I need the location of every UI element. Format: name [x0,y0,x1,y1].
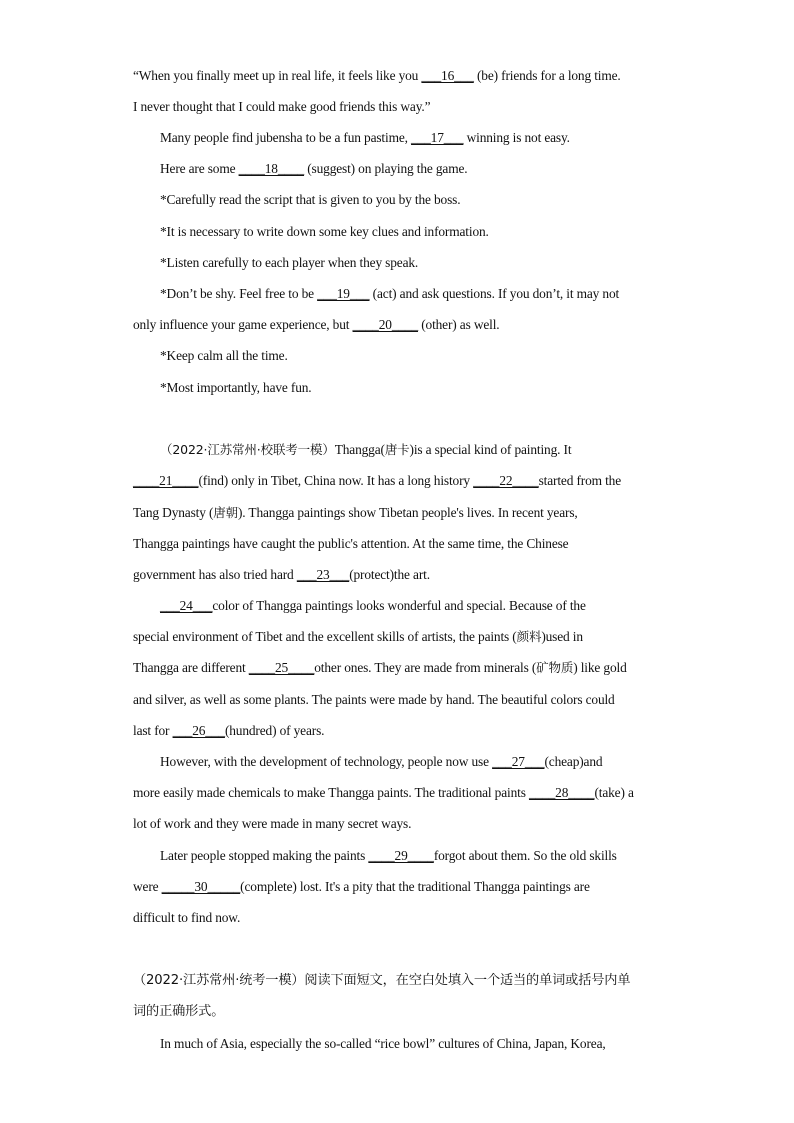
answer-blank: ___26___ [172,723,225,738]
answer-blank: ___23___ [296,567,350,582]
text-line: Many people find jubensha to be a fun pastime, ___17___ winning is not easy. [160,130,570,145]
answer-blank: _____30_____ [161,879,241,894]
answer-blank: ____29____ [368,848,434,863]
text-line: *Most importantly, have fun. [160,380,312,395]
text-line: special environment of Tibet and the excellent skills of artists, the paints (颜料)used in [133,629,583,644]
answer-blank: ___16___ [421,68,474,83]
text-line: only influence your game experience, but ____20____ (other) as well. [133,317,500,332]
text-line: However, with the development of technology, people now use ___27___(cheap)and [160,754,603,769]
answer-blank: ____20____ [352,317,419,332]
text-line: Later people stopped making the paints ____29____forgot about them. So the old skills [160,848,617,863]
text-line: I never thought that I could make good friends this way.” [133,99,431,114]
answer-blank: ___24___ [160,598,213,613]
answer-blank: ____21____ [133,473,199,488]
text-line: 词的正确形式。 [133,1004,225,1019]
text-line: Thangga paintings have caught the public's attention. At the same time, the Chinese [133,536,569,551]
text-line: *Don’t be shy. Feel free to be ___19___ (act) and ask questions. If you don’t, it may not [160,286,620,301]
text-line: *Keep calm all the time. [160,348,288,363]
text-line: lot of work and they were made in many secret ways. [133,816,412,831]
source-heading: （2022·江苏常州·校联考一模） [160,442,335,457]
text-line: more easily made chemicals to make Thangga paints. The traditional paints ____28____(take) a [133,785,634,800]
text-line: difficult to find now. [133,910,241,925]
text-line: ___24___color of Thangga paintings looks wonderful and special. Because of the [160,598,586,613]
text-line: *It is necessary to write down some key clues and information. [160,224,489,239]
answer-blank: ___27___ [492,754,545,769]
text-line: *Carefully read the script that is given to you by the boss. [160,192,461,207]
text-line: *Listen carefully to each player when they speak. [160,255,419,270]
answer-blank: ____28____ [528,785,595,800]
text-line: ____21____(find) only in Tibet, China now. It has a long history ____22____started from the [133,473,622,488]
answer-blank: ___19___ [317,286,370,301]
source-heading: （2022·江苏常州·统考一模）阅读下面短文，在空白处填入一个适当的单词或括号内单 [133,973,631,988]
answer-blank: ___17___ [411,130,464,145]
text-line: Here are some ____18____ (suggest) on playing the game. [160,161,468,176]
answer-blank: ____22____ [473,473,539,488]
answer-blank: ____18____ [238,161,305,176]
text-line: Tang Dynasty (唐朝). Thangga paintings show Tibetan people's lives. In recent years, [133,505,578,520]
text-line: “When you finally meet up in real life, it feels like you ___16___ (be) friends for a long time. [133,68,621,83]
text-line: and silver, as well as some plants. The paints were made by hand. The beautiful colors could [133,692,615,707]
text-line: Thangga are different ____25____other ones. They are made from minerals (矿物质) like gold [133,660,627,675]
answer-blank: ____25____ [248,660,315,675]
text-line: government has also tried hard ___23___(protect)the art. [133,567,430,582]
text-line: were _____30_____(complete) lost. It's a pity that the traditional Thangga paintings are [133,879,590,894]
text-line: （2022·江苏常州·校联考一模）Thangga(唐卡)is a special kind of painting. It [160,442,572,457]
text-line: In much of Asia, especially the so-called “rice bowl” cultures of China, Japan, Korea, [160,1036,606,1051]
text-line: last for ___26___(hundred) of years. [133,723,325,738]
